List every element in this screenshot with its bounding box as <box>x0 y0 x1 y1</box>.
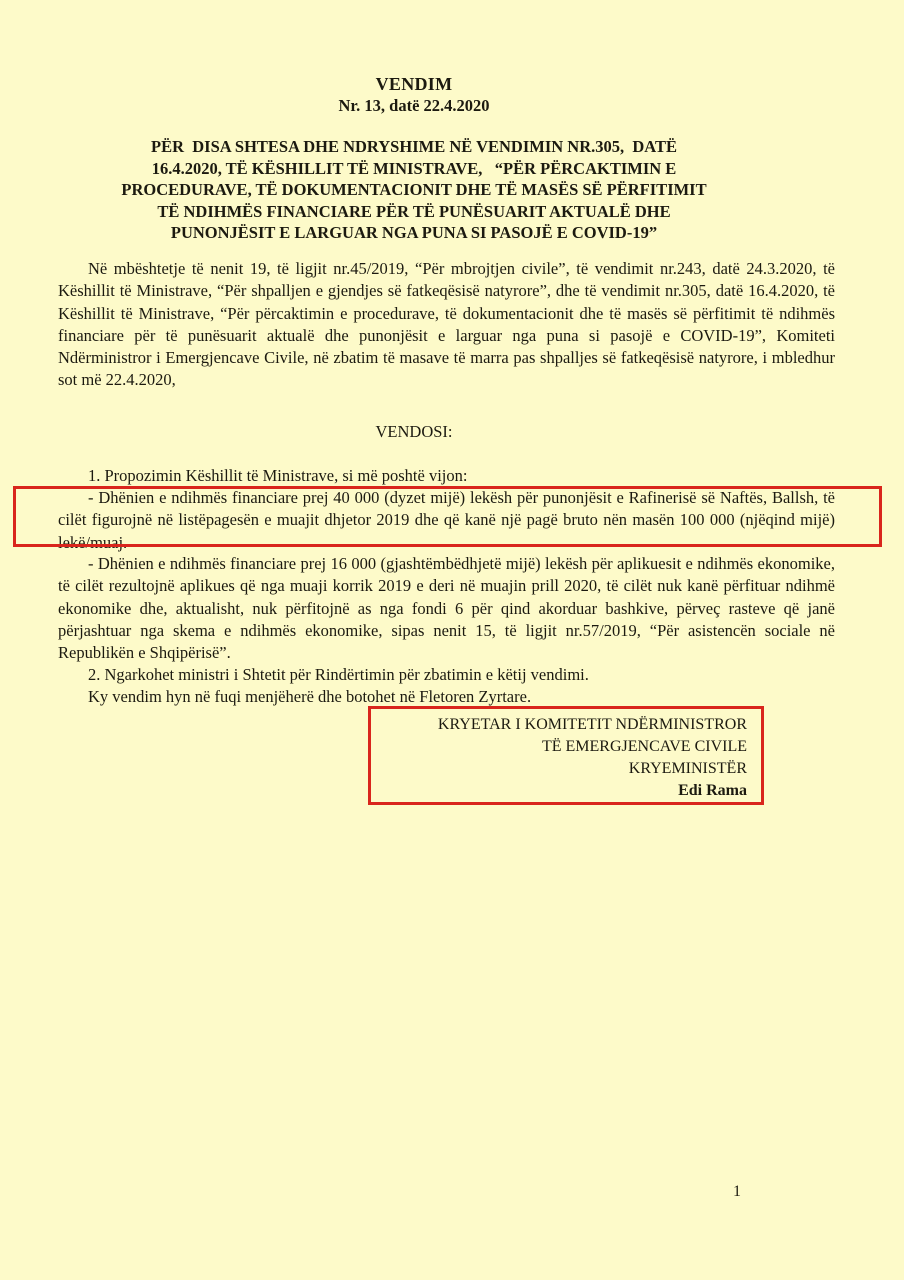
page-number: 1 <box>733 1183 741 1200</box>
subject-heading-line: PËR DISA SHTESA DHE NDRYSHIME NË VENDIMIN NR.305, DATË <box>151 137 677 156</box>
subject-heading-line: 16.4.2020, TË KËSHILLIT TË MINISTRAVE, “PËR PËRCAKTIMIN E <box>151 158 677 178</box>
decision-item-2: 2. Ngarkohet ministri i Shtetit për Rindërtimin për zbatimin e këtij vendimi. <box>88 665 589 684</box>
decision-bullet-refinery-aid: - Dhënien e ndihmës financiare prej 40 000 (dyzet mijë) lekësh për punonjësit e Rafinerisë së Naftës, Ballsh, të cilët figurojnë në listëpagesën e muajit dhjetor 2019 dhe që kanë një pagë bruto nën masën 100 000 (njëqind mijë) lekë/muaj. <box>58 488 835 552</box>
signature-role: KRYEMINISTËR <box>628 760 747 777</box>
decision-label: VENDOSI: <box>375 422 453 441</box>
decision-item-1: 1. Propozimin Këshillit të Ministrave, si më poshtë vijon: <box>88 466 468 485</box>
document-type-title: VENDIM <box>375 74 453 94</box>
preamble-paragraph: Në mbështetje të nenit 19, të ligjit nr.45/2019, “Për mbrojtjen civile”, të vendimit nr.243, datë 24.3.2020, të Këshillit të Ministrave, “Për shpalljen e gjendjes së fatkeqësisë natyrore”, dhe të vendimit nr.305, datë 16.4.2020, të Këshillit të Ministrave, “Për përcaktimin e procedurave, të dokumentacionit dhe të masës së përfitimit të ndihmës financiare për të punësuarit aktualë dhe punonjësit e larguar nga puna si pasojë e COVID-19”, Komiteti Ndërministror i Emergjencave Civile, në zbatim të masave të marra pas shpalljes së fatkeqësisë natyrore, i mbledhur sot më 22.4.2020, <box>58 259 835 390</box>
entry-into-force-line: Ky vendim hyn në fuqi menjëherë dhe botohet në Fletoren Zyrtare. <box>88 687 532 706</box>
subject-heading <box>58 136 770 244</box>
subject-heading-line: PUNONJËSIT E LARGUAR NGA PUNA SI PASOJË E COVID-19” <box>170 223 658 242</box>
signatory-name: Edi Rama <box>678 782 747 799</box>
signature-title-line-2: TË EMERGJENCAVE CIVILE <box>541 738 747 755</box>
signature-title-line-1: KRYETAR I KOMITETIT NDËRMINISTROR <box>437 716 747 733</box>
signature-block-highlight-box <box>368 706 764 805</box>
document-number-date: Nr. 13, datë 22.4.2020 <box>338 96 490 115</box>
subject-heading-line: TË NDIHMËS FINANCIARE PËR TË PUNËSUARIT AKTUALË DHE <box>157 201 671 221</box>
decision-bullet-economic-aid: - Dhënien e ndihmës financiare prej 16 000 (gjashtëmbëdhjetë mijë) lekësh për aplikuesit e ndihmës ekonomike, të cilët rezultojnë aplikues që nga muaji korrik 2019 e deri në muajin prill 2020, të cilët nuk kanë përfituar ndihmë ekonomike dhe, aktualisht, nuk përfitojnë as nga fondi 6 për qind akorduar bashkive, përveç rasteve që janë përjashtuar nga skema e ndihmës ekonomike, sipas nenit 15, të ligjit nr.57/2019, “Për asistencën sociale në Republikën e Shqipërisë”. <box>58 554 835 663</box>
subject-heading-line: PROCEDURAVE, TË DOKUMENTACIONIT DHE TË MASËS SË PËRFITIMIT <box>121 180 707 199</box>
